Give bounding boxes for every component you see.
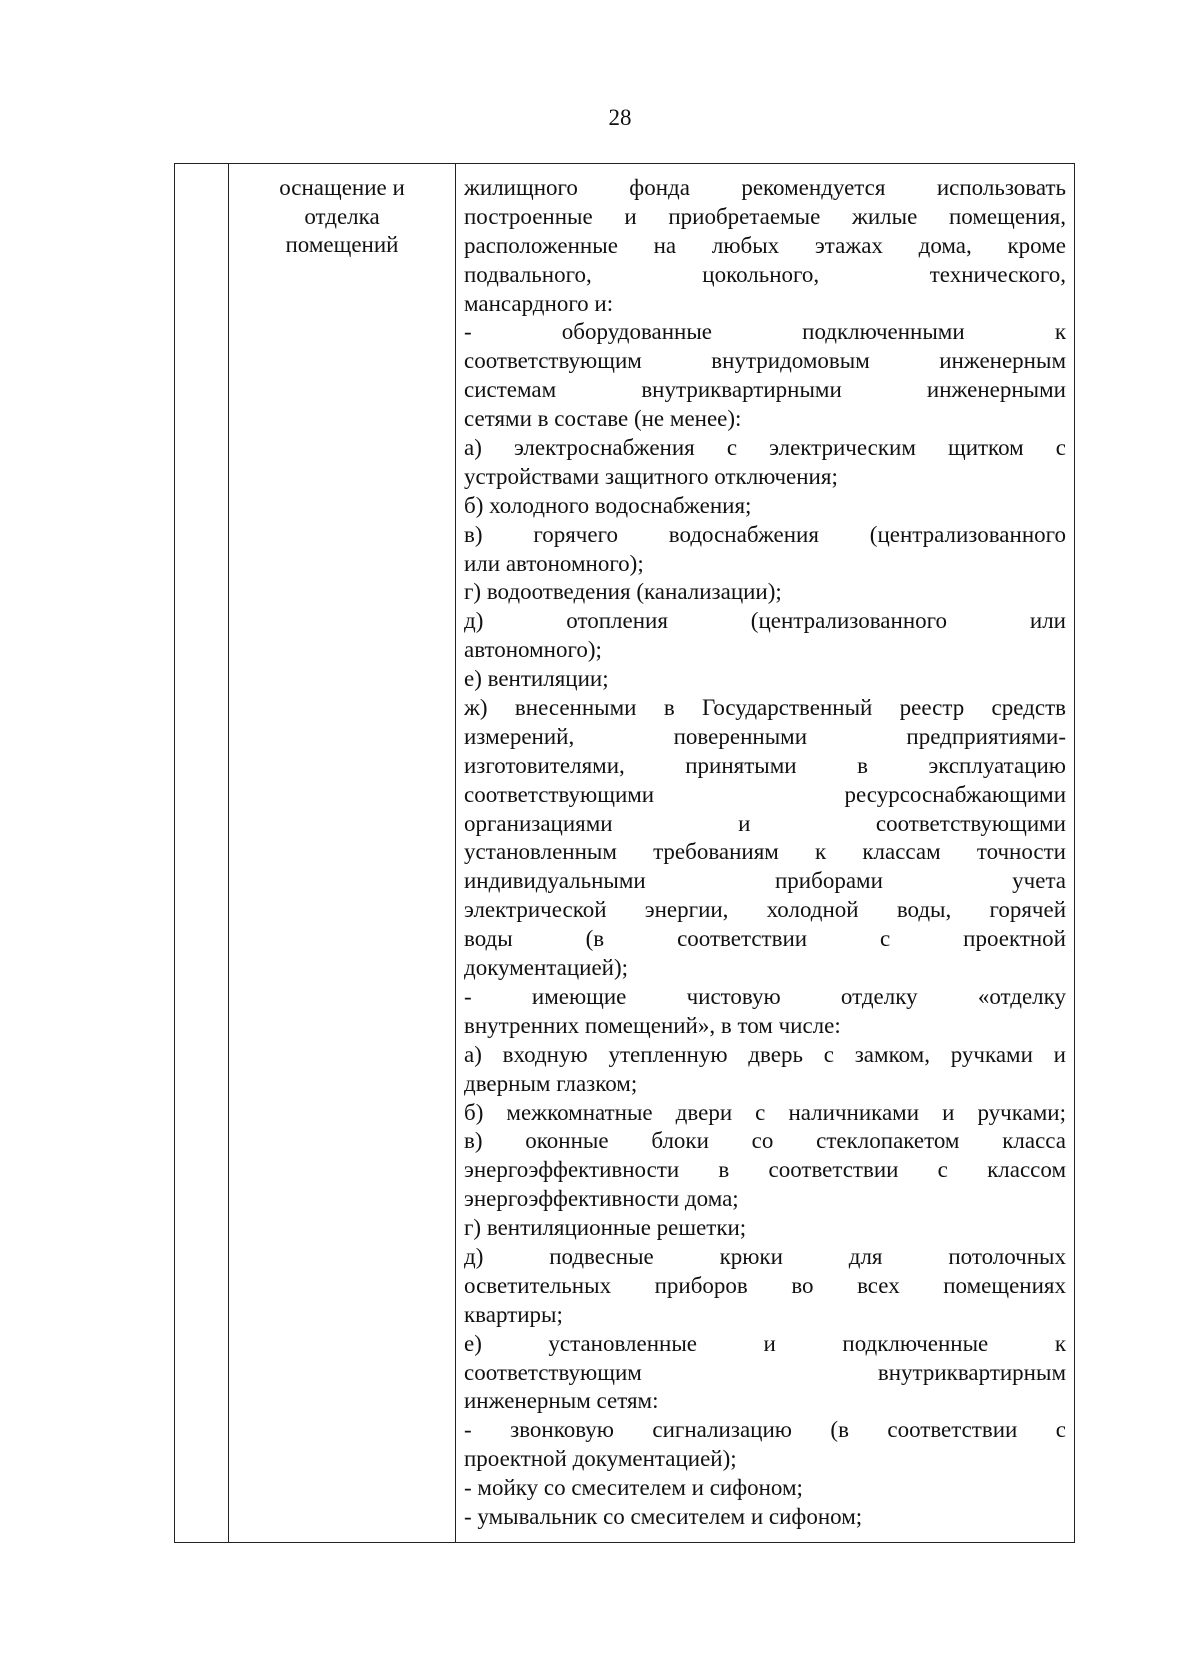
row-name-line: оснащение и [279, 175, 405, 200]
description-line: г) водоотведения (канализации); [464, 579, 782, 605]
description-line: или автономного); [464, 550, 644, 576]
description-line: д) отопления (централизованного или [464, 608, 1066, 634]
description-line: индивидуальными приборами учета [464, 868, 1066, 894]
row-name-line: помещений [285, 232, 399, 257]
description-line: внутренних помещений», в том числе: [464, 1012, 841, 1038]
description-line: соответствующим внутриквартирным [464, 1359, 1066, 1385]
description-line: г) вентиляционные решетки; [464, 1215, 747, 1241]
description-line: - звонковую сигнализацию (в соответствии с [464, 1417, 1066, 1443]
description-line: построенные и приобретаемые жилые помещения, [464, 203, 1066, 229]
description-line: измерений, поверенными предприятиями- [464, 723, 1066, 749]
description-line: сетями в составе (не менее): [464, 406, 742, 432]
description-line: воды (в соответствии с проектной [464, 926, 1066, 952]
row-number-cell [175, 164, 229, 1543]
description-line: изготовителями, принятыми в эксплуатацию [464, 752, 1066, 778]
description-line: организациями и соответствующими [464, 810, 1066, 836]
description-line: - имеющие чистовую отделку «отделку [464, 983, 1066, 1009]
description-line: в) оконные блоки со стеклопакетом класса [464, 1128, 1066, 1154]
row-name-cell [229, 164, 456, 1543]
description-line: осветительных приборов во всех помещениях [464, 1272, 1066, 1298]
page-number: 28 [608, 105, 632, 130]
description-line: - оборудованные подключенными к [464, 319, 1066, 345]
description-line: автономного); [464, 637, 602, 663]
requirements-table [174, 163, 1075, 1543]
description-line: подвального, цокольного, технического, [464, 261, 1066, 287]
description-line: устройствами защитного отключения; [464, 463, 838, 489]
description-line: документацией); [464, 955, 629, 981]
description-line: энергоэффективности в соответствии с классом [464, 1157, 1066, 1183]
description-line: электрической энергии, холодной воды, горячей [464, 897, 1066, 923]
description-line: проектной документацией); [464, 1446, 737, 1472]
description-line: д) подвесные крюки для потолочных [464, 1243, 1066, 1269]
description-line: б) холодного водоснабжения; [464, 492, 752, 518]
description-line: установленным требованиям к классам точности [464, 839, 1066, 865]
description-line: а) электроснабжения с электрическим щитком с [464, 435, 1066, 461]
description-line: а) входную утепленную дверь с замком, ручками и [464, 1041, 1066, 1067]
description-line: - умывальник со смесителем и сифоном; [464, 1503, 863, 1529]
description-line: в) горячего водоснабжения (централизованного [464, 521, 1066, 547]
description-line: б) межкомнатные двери с наличниками и ручками; [464, 1099, 1066, 1125]
description-line: соответствующим внутридомовым инженерным [464, 348, 1066, 374]
description-line: мансардного и: [464, 290, 614, 316]
row-name-line: отделка [304, 203, 380, 229]
description-line: жилищного фонда рекомендуется использовать [464, 175, 1066, 200]
description-line: е) вентиляции; [464, 666, 609, 692]
description-line: - мойку со смесителем и сифоном; [464, 1475, 803, 1501]
description-line: ж) внесенными в Государственный реестр средств [464, 695, 1066, 721]
description-line: е) установленные и подключенные к [464, 1330, 1066, 1356]
description-line: квартиры; [464, 1301, 563, 1327]
row-description-cell [456, 164, 1075, 1543]
description-line: расположенные на любых этажах дома, кроме [464, 232, 1066, 258]
table-row [175, 164, 1075, 1543]
description-text [464, 174, 1066, 1532]
description-line: соответствующими ресурсоснабжающими [464, 781, 1066, 807]
description-line: энергоэффективности дома; [464, 1186, 739, 1212]
description-line: системам внутриквартирными инженерными [464, 377, 1066, 403]
description-line: дверным глазком; [464, 1070, 638, 1096]
description-line: инженерным сетям: [464, 1388, 659, 1414]
